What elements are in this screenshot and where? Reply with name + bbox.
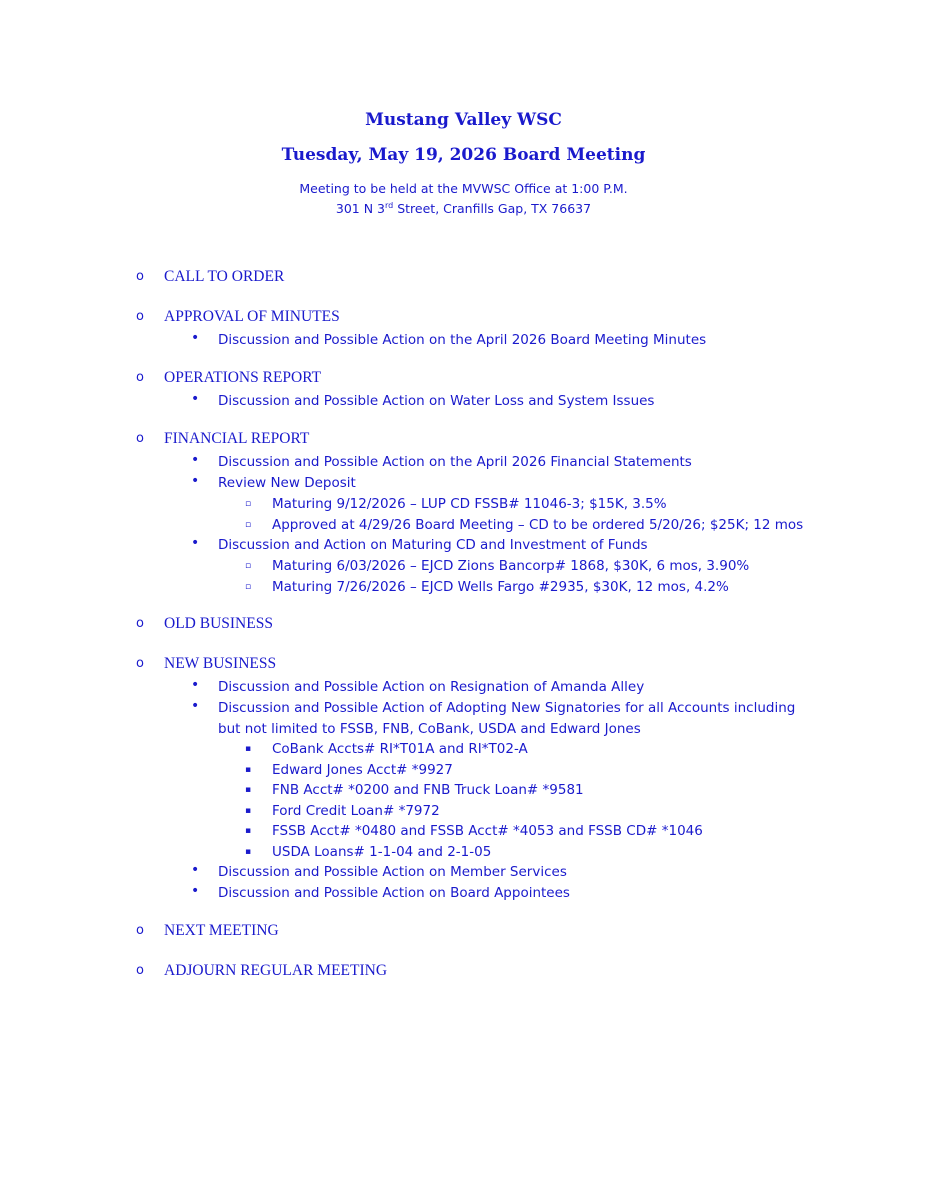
meeting-title: Tuesday, May 19, 2026 Board Meeting [281,145,646,165]
section-header [0,430,927,452]
agenda-subitem [0,780,927,801]
circle-bullet-icon: o [136,370,144,385]
agenda-item [0,698,927,739]
square-bullet-icon: ▪ [245,826,252,836]
dot-bullet-icon: • [191,330,200,346]
agenda-item-text: Discussion and Possible Action on Member Services [218,864,567,880]
meeting-address [0,201,927,216]
circle-bullet-icon: o [136,656,144,671]
agenda-subitem [0,760,927,781]
square-bullet-icon: ▪ [245,805,252,816]
circle-bullet-icon: o [136,269,144,284]
circle-bullet-icon: o [136,431,144,446]
square-bullet-icon: ▪ [245,846,252,857]
agenda-section [0,430,927,597]
agenda-subitem-text: USDA Loans# 1-1-04 and 2-1-05 [272,843,492,860]
section-title: APPROVAL OF MINUTES [164,308,340,325]
square-bullet-icon: ▫ [245,581,252,592]
agenda-subitem [0,842,927,863]
agenda-item-text: Discussion and Possible Action on Water Loss and System Issues [218,393,655,409]
section-title: ADJOURN REGULAR MEETING [164,962,388,979]
section-title: FINANCIAL REPORT [164,430,310,447]
section-header [0,615,927,637]
square-bullet-icon: ▫ [245,561,252,571]
agenda-item-text: Discussion and Possible Action on Resignation of Amanda Alley [218,679,645,695]
agenda-subitem-text: Maturing 7/26/2026 – EJCD Wells Fargo #2935, $30K, 12 mos, 4.2% [272,578,729,595]
section-title: CALL TO ORDER [164,268,285,285]
circle-bullet-icon: o [136,923,144,938]
agenda-subitem-text: Edward Jones Acct# *9927 [272,761,453,778]
org-title: Mustang Valley WSC [365,110,562,130]
agenda-section [0,615,927,637]
dot-bullet-icon: • [191,473,200,489]
agenda-item-text: Discussion and Possible Action on the April 2026 Board Meeting Minutes [218,332,707,348]
dot-bullet-icon: • [191,452,200,468]
dot-bullet-icon: • [191,391,200,407]
section-title: NEW BUSINESS [164,655,277,672]
agenda-section [0,655,927,904]
agenda-section [0,922,927,944]
agenda-item-text: Discussion and Possible Action on the April 2026 Financial Statements [218,454,692,470]
agenda-subitem [0,556,927,577]
agenda-section [0,369,927,412]
section-header [0,369,927,391]
agenda-item [0,883,927,904]
square-bullet-icon: ▪ [245,744,252,754]
circle-bullet-icon: o [136,309,144,324]
agenda-item-text: Discussion and Action on Maturing CD and Investment of Funds [218,537,648,553]
agenda-subitem-text: FNB Acct# *0200 and FNB Truck Loan# *9581 [272,782,584,798]
agenda-subitem [0,515,927,536]
agenda-list [0,268,927,1002]
square-bullet-icon: ▫ [245,519,252,530]
agenda-section [0,268,927,290]
dot-bullet-icon: • [191,698,200,714]
agenda-subitem [0,801,927,822]
agenda-section [0,308,927,351]
agenda-item-text: Discussion and Possible Action on Board Appointees [218,885,570,901]
agenda-item [0,473,927,494]
agenda-item-text: Review New Deposit [218,475,356,491]
address-rest: Street, Cranfills Gap, TX 76637 [393,201,592,216]
section-header [0,308,927,330]
agenda-subitem [0,577,927,598]
agenda-subitem-text: Maturing 6/03/2026 – EJCD Zions Bancorp# 1868, $30K, 6 mos, 3.90% [272,558,750,574]
section-title: OPERATIONS REPORT [164,369,322,386]
agenda-item [0,452,927,473]
agenda-subitem-text: Maturing 9/12/2026 – LUP CD FSSB# 11046-3; $15K, 3.5% [272,496,667,512]
dot-bullet-icon: • [191,677,200,693]
circle-bullet-icon: o [136,616,144,631]
agenda-subitem [0,739,927,760]
dot-bullet-icon: • [191,862,200,878]
agenda-item [0,862,927,883]
agenda-item [0,330,927,351]
section-title: NEXT MEETING [164,922,279,939]
meeting-location: Meeting to be held at the MVWSC Office at 1:00 P.M. [299,181,628,196]
agenda-item-text: Discussion and Possible Action of Adopting New Signatories for all Accounts including but not limited to FSSB, FNB, CoBank, USDA and Edward Jones [218,700,796,737]
section-title: OLD BUSINESS [164,615,273,632]
agenda-subitem-text: FSSB Acct# *0480 and FSSB Acct# *4053 and FSSB CD# *1046 [272,823,703,839]
agenda-subitem-text: Ford Credit Loan# *7972 [272,802,440,819]
square-bullet-icon: ▪ [245,785,252,795]
agenda-subitem [0,821,927,842]
square-bullet-icon: ▫ [245,499,252,509]
section-header [0,962,927,984]
agenda-subitem [0,494,927,515]
square-bullet-icon: ▪ [245,764,252,775]
agenda-item [0,535,927,556]
agenda-subitem-text: CoBank Accts# RI*T01A and RI*T02-A [272,741,528,757]
agenda-item [0,391,927,412]
agenda-section [0,962,927,984]
address-number: 301 N 3 [335,201,386,216]
agenda-subitem-text: Approved at 4/29/26 Board Meeting – CD to be ordered 5/20/26; $25K; 12 mos [272,516,804,533]
address-ordinal: rd [385,200,394,210]
section-header [0,655,927,677]
agenda-item [0,677,927,698]
circle-bullet-icon: o [136,963,144,978]
dot-bullet-icon: • [191,535,200,551]
section-header [0,268,927,290]
dot-bullet-icon: • [191,883,200,899]
section-header [0,922,927,944]
